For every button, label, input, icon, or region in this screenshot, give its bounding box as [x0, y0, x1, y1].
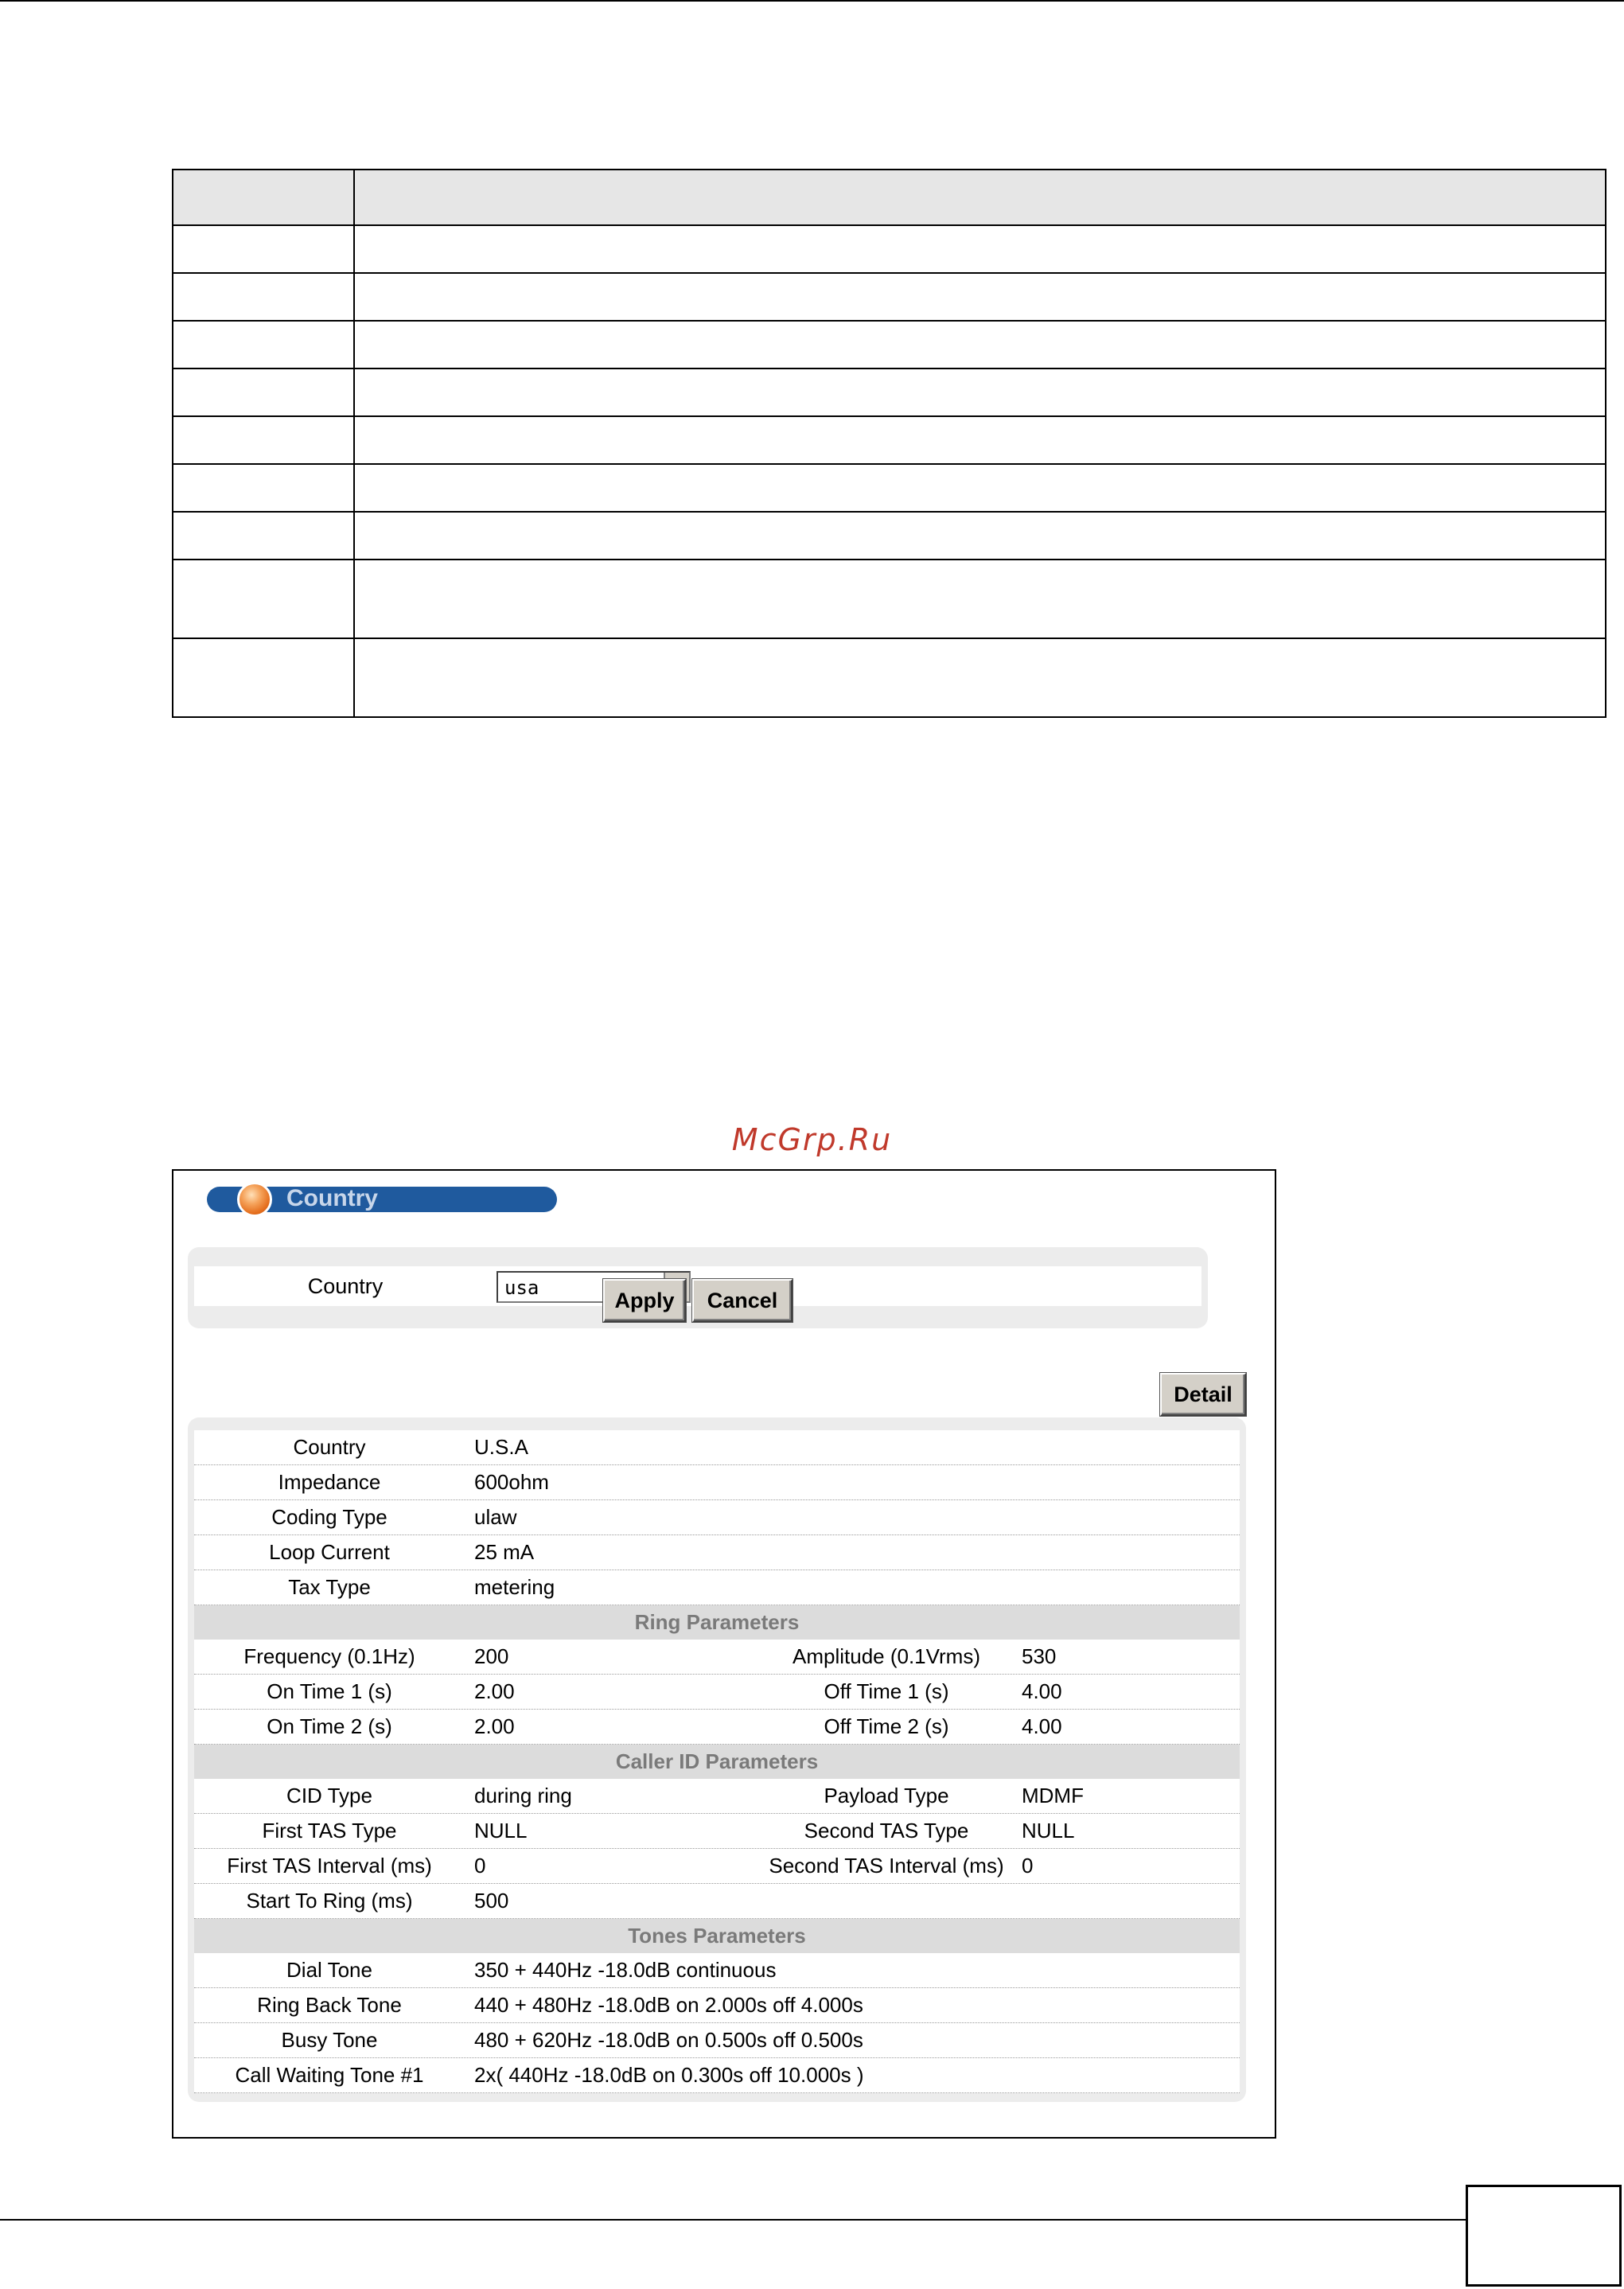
section-tones-parameters: Tones Parameters — [194, 1919, 1240, 1953]
section-caller-id-parameters: Caller ID Parameters — [194, 1745, 1240, 1779]
detail-value: NULL — [1022, 1819, 1075, 1843]
detail-value: 2.00 — [474, 1679, 515, 1703]
detail-value: 350 + 440Hz -18.0dB continuous — [474, 1958, 777, 1982]
detail-value: 2.00 — [474, 1714, 515, 1738]
detail-row-on-time-1 — [194, 1675, 1240, 1710]
detail-row-country — [194, 1430, 1240, 1465]
table-row — [173, 464, 1606, 512]
detail-row-tas-type — [194, 1814, 1240, 1849]
detail-value: 4.00 — [1022, 1714, 1062, 1738]
detail-value: 25 mA — [474, 1540, 535, 1564]
footer-rule — [0, 2219, 1466, 2221]
section-ring-parameters: Ring Parameters — [194, 1605, 1240, 1640]
detail-value: 600ohm — [474, 1470, 549, 1494]
table-row — [173, 416, 1606, 464]
detail-label: Second TAS Interval (ms) — [769, 1854, 1004, 1878]
detail-row-impedance — [194, 1465, 1240, 1500]
top-rule — [0, 0, 1624, 2]
detail-value: 0 — [1022, 1854, 1034, 1878]
watermark: McGrp.Ru — [731, 1122, 893, 1157]
page-title: Country — [286, 1185, 378, 1211]
detail-label: Busy Tone — [281, 2028, 378, 2052]
detail-value: 2x( 440Hz -18.0dB on 0.300s off 10.000s ) — [474, 2063, 864, 2087]
page-number-box — [1466, 2185, 1622, 2287]
table-row — [173, 273, 1606, 321]
detail-value: 200 — [474, 1644, 509, 1668]
detail-row-busy-tone — [194, 2023, 1240, 2058]
detail-row-cid-type — [194, 1779, 1240, 1814]
detail-label: Country — [293, 1435, 366, 1459]
detail-row-frequency — [194, 1640, 1240, 1675]
detail-value: 500 — [474, 1889, 509, 1913]
detail-value: metering — [474, 1575, 555, 1599]
detail-label: First TAS Type — [262, 1819, 397, 1843]
detail-value: 0 — [474, 1854, 486, 1878]
title-bar — [207, 1187, 557, 1212]
detail-row-ring-back-tone — [194, 1988, 1240, 2023]
detail-label: Call Waiting Tone #1 — [235, 2063, 424, 2087]
detail-value: 530 — [1022, 1644, 1057, 1668]
detail-row-dial-tone — [194, 1953, 1240, 1988]
detail-label: Impedance — [278, 1470, 381, 1494]
table-row — [173, 225, 1606, 273]
country-select-value: usa — [504, 1277, 539, 1299]
detail-label: On Time 2 (s) — [267, 1714, 392, 1738]
detail-label: Loop Current — [269, 1540, 390, 1564]
detail-row-tax-type — [194, 1570, 1240, 1605]
detail-row-tas-interval — [194, 1849, 1240, 1884]
detail-value: U.S.A — [474, 1435, 528, 1459]
table-row — [173, 512, 1606, 560]
country-label: Country — [307, 1274, 384, 1298]
detail-value: 480 + 620Hz -18.0dB on 0.500s off 0.500s — [474, 2028, 863, 2052]
detail-row-on-time-2 — [194, 1710, 1240, 1745]
detail-label: Off Time 2 (s) — [824, 1714, 949, 1738]
detail-value: 440 + 480Hz -18.0dB on 2.000s off 4.000s — [474, 1993, 863, 2017]
table-row — [173, 369, 1606, 416]
orange-ball-icon — [237, 1182, 272, 1217]
detail-label: Amplitude (0.1Vrms) — [793, 1644, 980, 1668]
detail-label: Payload Type — [824, 1784, 949, 1807]
detail-label: Start To Ring (ms) — [246, 1889, 413, 1913]
detail-label: Tax Type — [288, 1575, 371, 1599]
detail-value: 4.00 — [1022, 1679, 1062, 1703]
detail-label: Dial Tone — [286, 1958, 372, 1982]
detail-label: Off Time 1 (s) — [824, 1679, 949, 1703]
detail-value: NULL — [474, 1819, 528, 1843]
country-detail-panel — [188, 1417, 1246, 2102]
detail-label: First TAS Interval (ms) — [227, 1854, 432, 1878]
detail-value: MDMF — [1022, 1784, 1084, 1807]
table-header-row — [173, 170, 1606, 225]
detail-value: during ring — [474, 1784, 572, 1807]
detail-label: Ring Back Tone — [257, 1993, 402, 2017]
detail-label: Second TAS Type — [804, 1819, 969, 1843]
table-row — [173, 638, 1606, 717]
detail-grid — [194, 1430, 1240, 2093]
detail-value: ulaw — [474, 1505, 517, 1529]
country-screen — [172, 1169, 1276, 2139]
detail-label: Coding Type — [271, 1505, 388, 1529]
detail-row-start-to-ring — [194, 1884, 1240, 1919]
reference-table — [172, 169, 1606, 718]
detail-row-coding-type — [194, 1500, 1240, 1535]
apply-button[interactable]: Apply — [603, 1279, 686, 1322]
table-row — [173, 321, 1606, 369]
detail-row-call-waiting-tone — [194, 2058, 1240, 2093]
cancel-button[interactable]: Cancel — [692, 1279, 793, 1322]
table-row — [173, 560, 1606, 638]
detail-label: Frequency (0.1Hz) — [243, 1644, 415, 1668]
detail-label: CID Type — [286, 1784, 372, 1807]
detail-button[interactable]: Detail — [1160, 1373, 1246, 1416]
detail-label: On Time 1 (s) — [267, 1679, 392, 1703]
detail-row-loop-current — [194, 1535, 1240, 1570]
